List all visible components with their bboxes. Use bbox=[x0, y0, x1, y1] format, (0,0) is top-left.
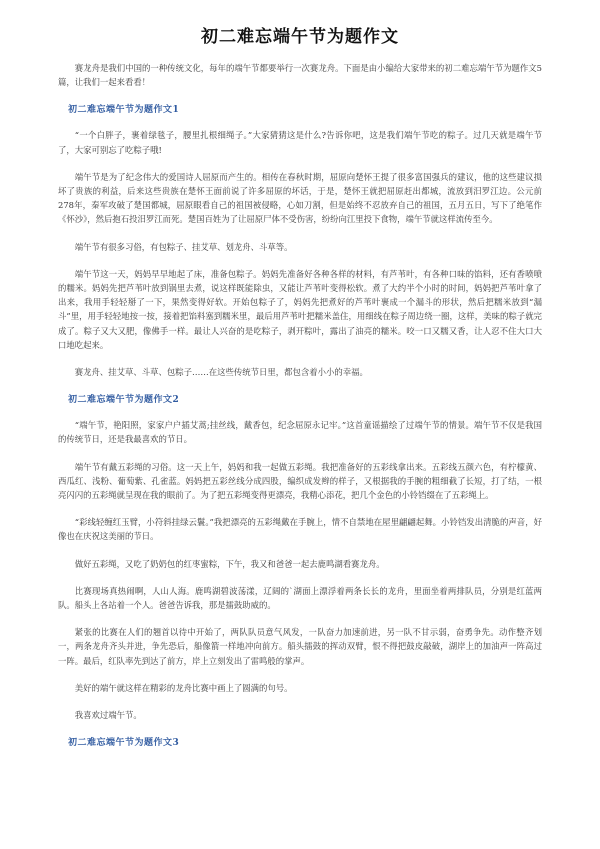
essay-1-paragraph-3: 端午节有很多习俗，有包粽子、挂艾草、划龙舟、斗草等。 bbox=[74, 241, 293, 252]
essay-1-paragraph-4: 端午节这一天，妈妈早早地起了床，准备包粽子。妈妈先准备好各种各样的材料，有芦苇叶，有各种口味的馅料，还有香喷喷的糯米。妈妈先把芦苇叶放到锅里去煮，说这样既能除虫，又能让芦苇叶变得松软。煮了大约半个小时的时间，妈妈把芦苇叶拿了出来，我用手轻轻掰了一下，果然变得好软。开始包粽子了，妈妈先把煮好的芦苇叶裹成一个漏斗的形状，然后把糯米放到“漏斗”里，用手轻轻地按一按，接着把馅料塞到糯米里，最后用芦苇叶把糯米盖住，用细线在粽子周边绕一圈，这样，美味的粽子就完成了。粽子又大又肥，像佛手一样。最让人兴奋的是吃粽子，剥开粽叶，露出了油亮的糯米。咬一口又糯又香，让人忍不住大口大口地吃起来。 bbox=[58, 268, 542, 350]
essay-2-paragraph-3: “彩线轻缠红玉臂，小符斜挂绿云鬟。”我把漂亮的五彩绳戴在手腕上，情不自禁地在屋里翩翩起舞。小铃铛发出清脆的声音，好像也在庆祝这美丽的节日。 bbox=[58, 517, 542, 542]
essay-2-paragraph-4: 做好五彩绳，又吃了奶奶包的红枣蜜粽，下午，我又和爸爸一起去鹿鸣湖看赛龙舟。 bbox=[74, 558, 385, 569]
essay-3-heading: 初二难忘端午节为题作文3 bbox=[68, 738, 180, 749]
essay-2-paragraph-7: 美好的端午就这样在精彩的龙舟比赛中画上了圆满的句号。 bbox=[74, 682, 293, 693]
essay-1-paragraph-1: “一个白胖子，裹着绿毯子，腰里扎根细绳子。”大家猜猜这是什么?告诉你吧，这是我们端午节吃的粽子。过几天就是端午节了，大家可别忘了吃粽子哦! bbox=[58, 130, 542, 155]
essay-1-paragraph-2: 端午节是为了纪念伟大的爱国诗人屈原而产生的。相传在春秋时期，屈原向楚怀王提了很多富国强兵的建议，他的这些建议损坏了贵族的利益，后来这些贵族在楚怀王面前说了许多屈原的坏话，于是，楚怀王就把屈原赶出都城，流放到汨罗江边。公元前278年，秦军攻破了楚国都城，屈原眼看自己的祖国被侵略，心如刀割，但是始终不忍放弃自己的祖国，五月五日，写下了绝笔作《怀沙》，然后抱石投汨罗江而死。楚国百姓为了让屈原尸体不受伤害，纷纷向江里投下食物，端午节就这样流传至今。 bbox=[58, 171, 542, 225]
essay-1-paragraph-5: 赛龙舟、挂艾草、斗草、包粽子……在这些传统节日里，都包含着小小的幸福。 bbox=[74, 367, 368, 378]
essay-2-paragraph-6: 紧张的比赛在人们的翘首以待中开始了，两队队员意气风发，一队奋力加速前进，另一队不甘示弱，奋勇争先。动作整齐划一，两条龙舟齐头并进，争先恐后，船像箭一样地冲向前方。船头擂鼓的挥动双臂，恨不得把鼓皮敲破，湖岸上的加油声一阵高过一阵。最后，红队率先到达了前方，岸上立刻发出了雷鸣般的掌声。 bbox=[58, 627, 542, 666]
essay-2-paragraph-8: 我喜欢过端午节。 bbox=[74, 710, 142, 721]
essay-2-heading: 初二难忘端午节为题作文2 bbox=[68, 395, 180, 406]
essay-2-paragraph-1: “端午节，艳阳照，家家户户插艾蒿;挂丝线，戴香包，纪念屈原永记牢。”这首童谣描绘了过端午节的情景。端午节不仅是我国的传统节日，还是我最喜欢的节日。 bbox=[58, 420, 542, 445]
essay-1-heading: 初二难忘端午节为题作文1 bbox=[68, 105, 180, 116]
essay-2-paragraph-5: 比赛现场真热闹啊，人山人海。鹿鸣湖碧波荡漾，辽阔的`湖面上漂浮着两条长长的龙舟，里面坐着两排队员，分别是红蓝两队。船头上各站着一个人。爸爸告诉我，那是擂鼓助威的。 bbox=[58, 585, 542, 611]
intro-paragraph: 赛龙舟是我们中国的一种传统文化，每年的端午节都要举行一次赛龙舟。下面是由小编给大家带来的初二难忘端午节为题作文5篇，让我们一起来看看！ bbox=[58, 63, 542, 88]
essay-2-paragraph-2: 端午节有戴五彩绳的习俗。这一天上午，妈妈和我一起做五彩绳。我把准备好的五彩线拿出来。五彩线五颜六色，有柠檬黄、西瓜红、浅粉、葡萄紫、孔雀蓝。妈妈把五彩丝线分成四股，编织成发辫的样子，又根据我的手腕的粗细截了长短，打了结，一根亮闪闪的五彩绳就呈现在我的眼前了。为了把五彩绳变得更漂亮，我精心添花，把几个金色的小铃铛缀在了五彩绳上。 bbox=[58, 461, 542, 501]
page-title: 初二难忘端午节为题作文 bbox=[201, 27, 399, 47]
